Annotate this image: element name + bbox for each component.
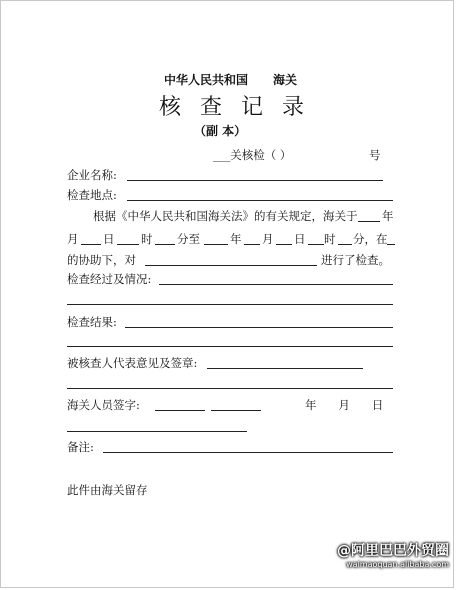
officer-signature-field-2[interactable] bbox=[211, 410, 261, 411]
retention-note: 此件由海关留存 bbox=[67, 483, 148, 497]
inspected-party-field[interactable] bbox=[145, 265, 317, 266]
result-field[interactable] bbox=[125, 327, 393, 328]
page-title: 核查记录 bbox=[159, 95, 324, 120]
header-country: 中华人民共和国 bbox=[164, 73, 249, 87]
time-unit-minute-at: 分，在 bbox=[353, 232, 388, 246]
time-unit-day-2: 日 bbox=[294, 232, 306, 246]
location-label: 检查地点: bbox=[67, 188, 117, 202]
process-label: 检查经过及情况: bbox=[67, 272, 152, 286]
opinion-label: 被核查人代表意见及签章: bbox=[67, 356, 198, 370]
officer-signature-label: 海关人员签字: bbox=[67, 398, 140, 412]
time-unit-minute-to: 分至 bbox=[177, 232, 200, 246]
officer-signature-field-3[interactable] bbox=[67, 431, 247, 432]
time-unit-month: 月 bbox=[67, 232, 79, 246]
notes-label: 备注: bbox=[67, 440, 94, 454]
start-day-field[interactable] bbox=[117, 244, 139, 245]
body-text-3: 的协助下，对 bbox=[67, 253, 136, 267]
opinion-field[interactable] bbox=[207, 368, 363, 369]
signature-date: 年 月 日 bbox=[305, 398, 384, 412]
opinion-field-line-2[interactable] bbox=[67, 388, 393, 389]
document-number-suffix: 号 bbox=[369, 148, 381, 162]
watermark bbox=[337, 540, 449, 569]
location-field[interactable] bbox=[127, 200, 393, 201]
process-field[interactable] bbox=[159, 284, 393, 285]
end-hour-field[interactable] bbox=[308, 244, 324, 245]
time-unit-year: 年 bbox=[230, 232, 242, 246]
time-unit-hour: 时 bbox=[141, 232, 153, 246]
time-unit-month-2: 月 bbox=[262, 232, 274, 246]
end-year-field[interactable] bbox=[204, 244, 228, 245]
end-day-field[interactable] bbox=[276, 244, 292, 245]
process-field-line-2[interactable] bbox=[67, 304, 393, 305]
body-text-year: 年 bbox=[382, 209, 394, 223]
notes-field[interactable] bbox=[103, 452, 393, 453]
end-month-field[interactable] bbox=[244, 244, 260, 245]
officer-signature-field-1[interactable] bbox=[155, 410, 205, 411]
end-minute-field[interactable] bbox=[338, 244, 352, 245]
body-text-4: 进行了检查。 bbox=[321, 253, 390, 267]
company-name-label: 企业名称: bbox=[67, 168, 117, 182]
year-field[interactable] bbox=[358, 221, 380, 222]
time-unit-hour-2: 时 bbox=[324, 232, 336, 246]
start-month-field[interactable] bbox=[81, 244, 101, 245]
company-name-field[interactable] bbox=[127, 180, 383, 181]
copy-label: （副 本） bbox=[194, 124, 247, 138]
assistant-field-start[interactable] bbox=[387, 244, 395, 245]
watermark-brand: @阿里巴巴外贸圈 bbox=[337, 543, 449, 559]
result-field-line-2[interactable] bbox=[67, 346, 393, 347]
time-unit-day: 日 bbox=[103, 232, 115, 246]
document-number: ___关核检（ ） bbox=[213, 148, 292, 162]
start-hour-field[interactable] bbox=[155, 244, 175, 245]
header-agency: 海关 bbox=[273, 73, 298, 87]
body-text-1: 根据《中华人民共和国海关法》的有关规定，海关于 bbox=[93, 209, 358, 223]
watermark-site: waimaoquan.alibaba.com bbox=[346, 560, 449, 569]
result-label: 检查结果: bbox=[67, 315, 117, 329]
